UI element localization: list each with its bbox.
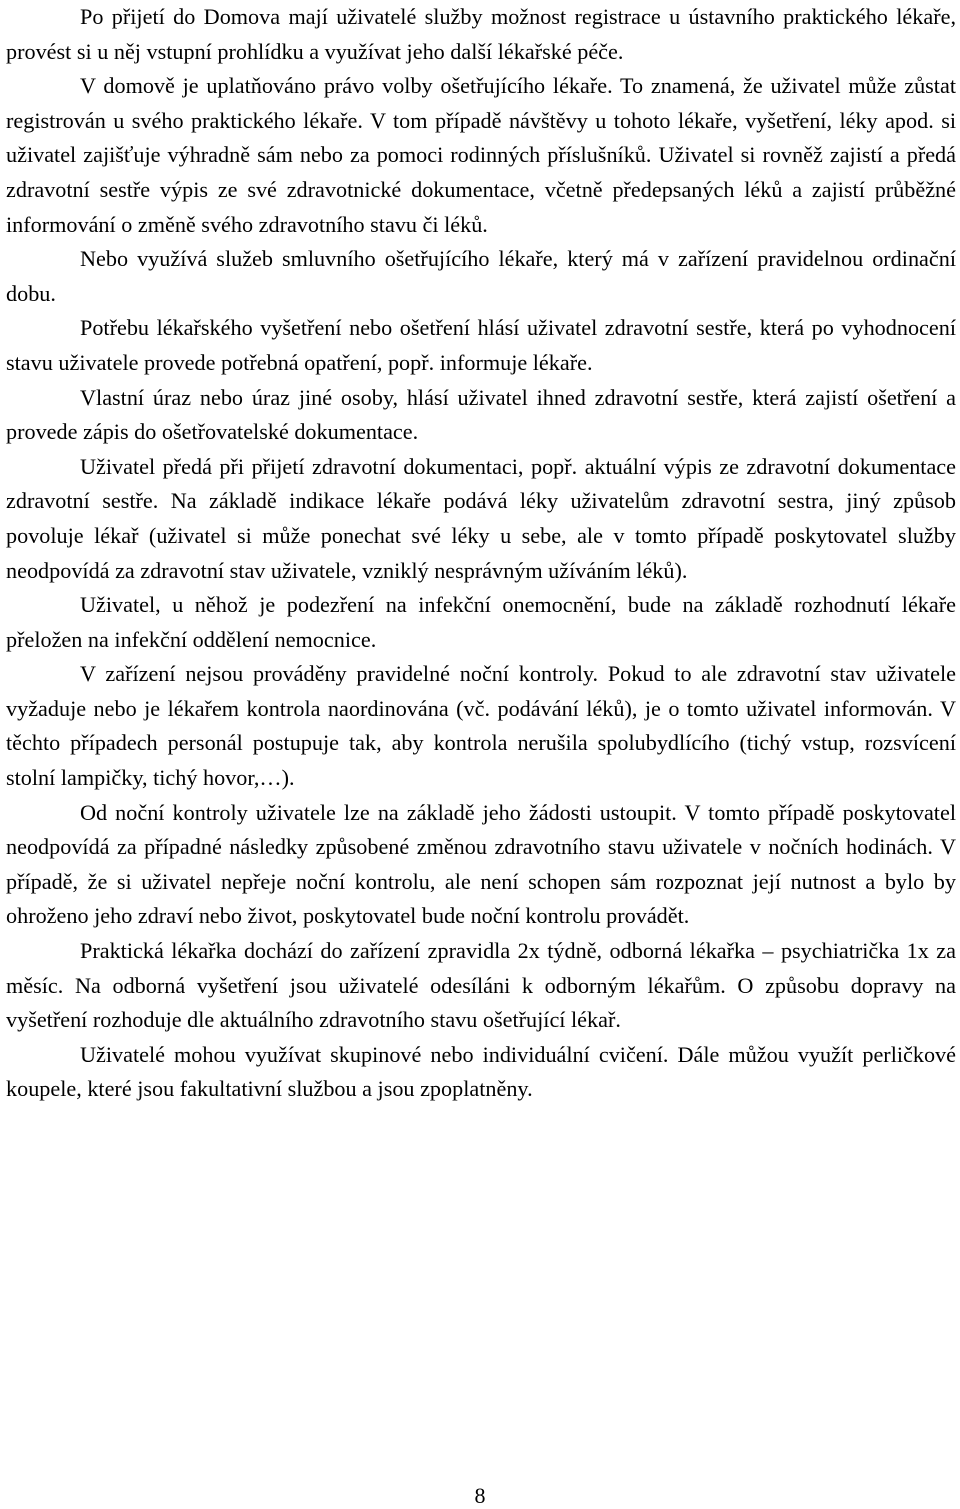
paragraph-examination-request: Potřebu lékařského vyšetření nebo ošetření hlásí uživatel zdravotní sestře, která po vyhodnocení stavu uživatele provede potřebná opatření, popř. informuje lékaře. <box>6 315 956 375</box>
paragraph-doctor-visits: Praktická lékařka dochází do zařízení zpravidla 2x týdně, odborná lékařka – psychiatrička 1x za měsíc. Na odborná vyšetření jsou uživatelé odesíláni k odborným lékařům. O způsobu dopravy na vyšetření rozhoduje dle aktuálního zdravotního stavu ošetřující lékař. <box>6 938 956 1033</box>
paragraph-night-checks: V zařízení nejsou prováděny pravidelné noční kontroly. Pokud to ale zdravotní stav uživatele vyžaduje nebo je lékařem kontrola naordinována (vč. podávání léků), je o tomto uživatel informován. V těchto případech personál postupuje tak, aby kontrola nerušila spolubydlícího (tichý vstup, rozsvícení stolní lampičky, tichý hovor,…). <box>6 661 956 791</box>
paragraph-exercise: Uživatelé mohou využívat skupinové nebo individuální cvičení. Dále můžou využít perličkové koupele, které jsou fakultativní službou a jsou zpoplatněny. <box>6 1041 956 1102</box>
paragraph-contract-doctor: Nebo využívá služeb smluvního ošetřujícího lékaře, který má v zařízení pravidelnou ordinační dobu. <box>6 246 956 306</box>
document-body <box>6 0 956 1107</box>
paragraph-night-check-waiver: Od noční kontroly uživatele lze na základě jeho žádosti ustoupit. V tomto případě poskytovatel neodpovídá za případné následky způsobené změnou zdravotního stavu uživatele v nočních hodinách. V případě, že si uživatel nepřeje noční kontrolu, ale není schopen sám rozpoznat její nutnost a bylo by ohroženo jeho zdraví nebo život, poskytovatel bude noční kontrolu provádět. <box>6 799 956 929</box>
page-number: 8 <box>474 1483 486 1508</box>
paragraph-registration: Po přijetí do Domova mají uživatelé služby možnost registrace u ústavního praktického lékaře, provést si u něj vstupní prohlídku a využívat jeho další lékařské péče. <box>6 4 956 64</box>
paragraph-medication: Uživatel předá při přijetí zdravotní dokumentaci, popř. aktuální výpis ze zdravotní dokumentace zdravotní sestře. Na základě indikace lékaře podává léky uživatelům zdravotní sestra, jiný způsob povoluje lékař (uživatel si může ponechat své léky u sebe, ale v tomto případě poskytovatel služby neodpovídá za zdravotní stav uživatele, vzniklý nesprávným užíváním léků). <box>6 453 956 583</box>
paragraph-infection: Uživatel, u něhož je podezření na infekční onemocnění, bude na základě rozhodnutí lékaře přeložen na infekční oddělení nemocnice. <box>6 592 956 652</box>
paragraph-doctor-choice: V domově je uplatňováno právo volby ošetřujícího lékaře. To znamená, že uživatel může zůstat registrován u svého praktického lékaře. V tom případě návštěvy u tohoto lékaře, vyšetření, léky apod. si uživatel zajišťuje výhradně sám nebo za pomoci rodinných příslušníků. Uživatel si rovněž zajistí a předá zdravotní sestře výpis ze své zdravotnické dokumentace, včetně předepsaných léků a zajistí průběžné informování o změně svého zdravotního stavu či léků. <box>6 73 956 237</box>
paragraph-injury-report: Vlastní úraz nebo úraz jiné osoby, hlásí uživatel ihned zdravotní sestře, která zajistí ošetření a provede zápis do ošetřovatelské dokumentace. <box>6 384 956 445</box>
